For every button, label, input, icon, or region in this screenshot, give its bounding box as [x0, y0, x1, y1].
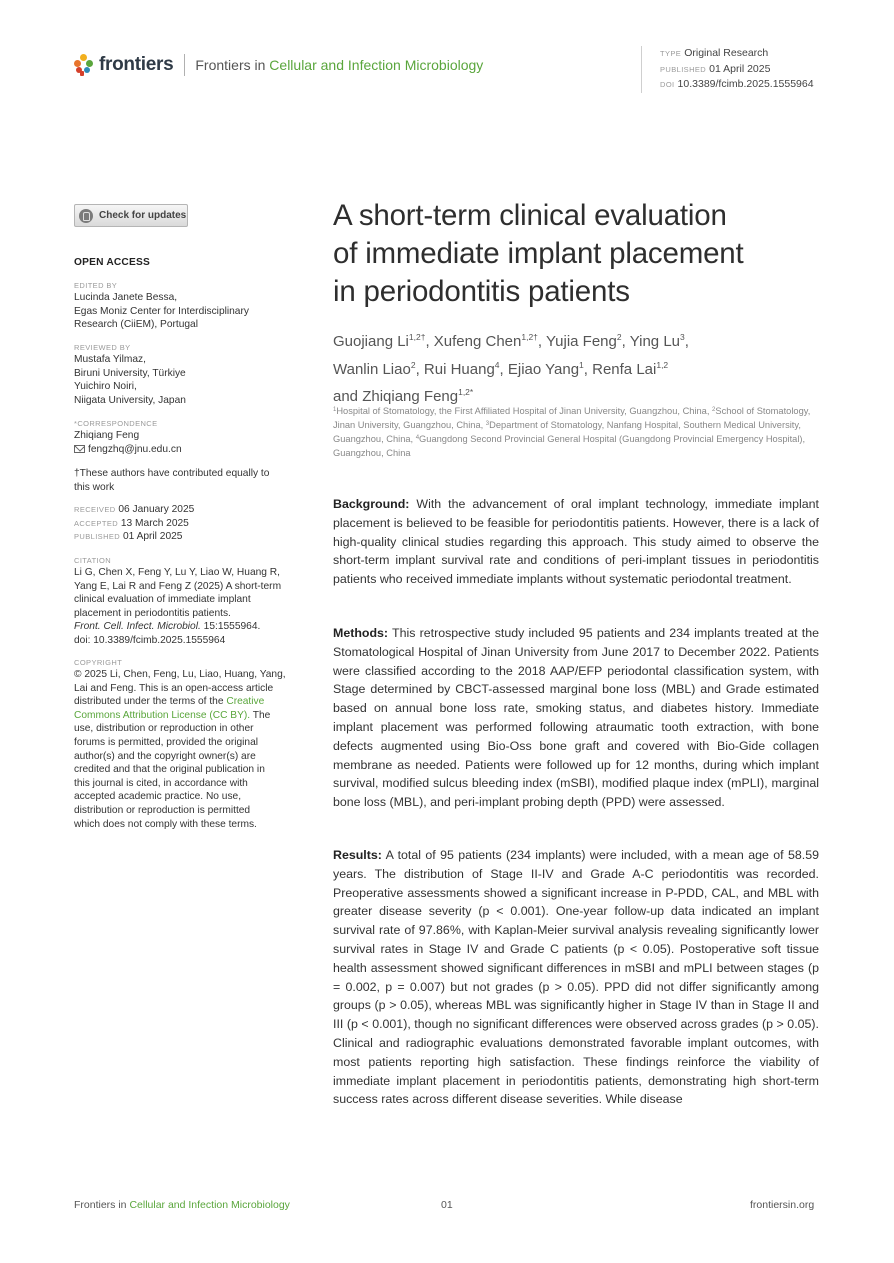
affil-text: Hospital of Stomatology, the First Affiliated Hospital of Jinan University, Guangzhou, China, [336, 406, 713, 416]
dates-section [74, 503, 294, 544]
meta-doi[interactable] [660, 77, 814, 93]
author-affil-sup: 2 [616, 332, 622, 342]
received-value: 06 January 2025 [118, 504, 195, 515]
correspondence-section [74, 418, 294, 456]
meta-doi-label: DOI [660, 80, 675, 89]
equal-note-line: this work [74, 481, 115, 493]
abstract-background [333, 495, 819, 589]
correspondence-name: Zhiqiang Feng [74, 430, 140, 441]
page-number: 01 [441, 1199, 453, 1211]
author-affil-sup: 2 [410, 359, 416, 370]
author-name[interactable]: and Zhiqiang Feng [333, 388, 459, 405]
author-line [333, 326, 823, 354]
reviewed-by-label: REVIEWED BY [74, 343, 131, 352]
affiliations [333, 404, 819, 460]
author-name[interactable]: Wanlin Liao [333, 360, 411, 378]
affil-text: Guangdong Second Provincial General Hospital (Guangdong Provincial Emergency Hospital), Guangzhou, China [333, 434, 806, 458]
author-sep: , [621, 333, 630, 350]
header-divider [184, 54, 185, 76]
citation-journal: Front. Cell. Infect. Microbiol. [74, 621, 201, 633]
author-name[interactable]: Yujia Feng [545, 333, 617, 350]
author-affil-sup: 1 [579, 359, 584, 370]
affil-sup: 4 [415, 435, 420, 442]
abstract-results [333, 846, 819, 1109]
meta-published-label: PUBLISHED [660, 64, 707, 74]
accepted-label: ACCEPTED [74, 518, 119, 528]
copyright-line: accepted academic practice. No use, [74, 791, 242, 803]
author-sep: , [684, 333, 689, 350]
author-affil-sup: 1,2 [656, 359, 669, 370]
footer-site-link[interactable]: frontiersin.org [750, 1199, 815, 1211]
meta-doi-value[interactable]: 10.3389/fcimb.2025.1555964 [677, 78, 814, 90]
author-sep: , [499, 360, 508, 378]
citation-line: clinical evaluation of immediate implant [74, 594, 251, 606]
edited-by-section [74, 280, 294, 332]
editor-line: Lucinda Janete Bessa, [74, 292, 178, 303]
affil-text: Department of Stomatology, Nanfang Hospital, Southern Medical University, Guangzhou, China, [333, 420, 801, 445]
affil-sup: 3 [485, 421, 490, 428]
published-value: 01 April 2025 [122, 531, 183, 543]
author-sep: , [415, 360, 424, 378]
received-label: RECEIVED [74, 505, 116, 514]
author-affil-sup: 1,2* [458, 387, 474, 397]
citation-label: CITATION [74, 556, 112, 565]
author-name[interactable]: Xufeng Chen [433, 333, 522, 350]
copyright-line: use, distribution or reproduction in other [74, 723, 254, 735]
reviewer-line: Yuichiro Noiri, [74, 381, 137, 393]
title-line: A short-term clinical evaluation [333, 199, 727, 232]
copyright-line: this journal is cited, in accordance with [74, 777, 248, 789]
abstract-methods-heading: Methods: [333, 626, 389, 640]
meta-published [660, 62, 814, 78]
published-label: PUBLISHED [74, 532, 121, 542]
copyright-prefix: distributed under the terms of the [74, 696, 227, 708]
affil-sup: 2 [712, 407, 716, 413]
author-affil-sup: 4 [494, 359, 500, 370]
copyright-section [74, 657, 294, 831]
copyright-suffix: The [250, 709, 271, 721]
title-line: of immediate implant placement [333, 237, 744, 270]
journal-prefix: Frontiers in [195, 57, 266, 73]
cc-license-link[interactable]: Creative [226, 696, 265, 708]
author-name[interactable]: Guojiang Li [333, 333, 409, 350]
author-affil-sup: 3 [680, 332, 685, 342]
author-affil-sup: 1,2† [408, 332, 426, 342]
open-access-label: OPEN ACCESS [74, 257, 150, 268]
copyright-line: author(s) and the copyright owner(s) are [74, 750, 256, 762]
citation-section [74, 555, 294, 648]
cc-license-link[interactable]: Commons Attribution License (CC BY). [74, 709, 251, 721]
correspondence-email[interactable]: fengzhq@jnu.edu.cn [88, 443, 182, 455]
editor-line: Research (CiiEM), Portugal [74, 319, 198, 331]
brand-header [74, 52, 483, 78]
reviewed-by-section [74, 342, 294, 407]
accepted-value: 13 March 2025 [120, 517, 189, 529]
copyright-line: © 2025 Li, Chen, Feng, Lu, Liao, Huang, Yang, [74, 669, 286, 680]
copyright-line: forums is permitted, provided the original [74, 736, 259, 748]
author-name[interactable]: Renfa Lai [592, 360, 657, 378]
author-sep: , [537, 333, 546, 350]
copyright-line: credited and that the original publication in [74, 764, 265, 776]
article-meta [641, 46, 814, 93]
citation-line: Yang E, Lai R and Feng Z (2025) A short-term [74, 580, 282, 592]
copyright-line [74, 695, 294, 709]
copyright-line: Lai and Feng. This is an open-access article [74, 682, 274, 694]
footer-journal-name: Cellular and Infection Microbiology [129, 1199, 290, 1211]
article-title [333, 197, 833, 311]
abstract-results-text: A total of 95 patients (234 implants) were included, with a mean age of 58.59 years. The distribution of Stage II-IV and Grade A-C periodontitis was recorded. Preoperative assessments showed a significant increase in P-PDD, CAL, and MBL with greater disease severity (p < 0.001). One-year follow-up data indicated an implant survival rate of 97.86%, with Kaplan-Meier survival analysis revealing significantly lower survival rates in Stage IV and Grade C patients (p < 0.05). Postoperative soft tissue health assessment showed significant differences in mSBI and mPLI between stages (p = 0.002, p = 0.007) but not grades (p > 0.05). PPD did not differ significantly among groups (p > 0.05), whereas MBL was significantly higher in Stage IV than in Stage II and III (p < 0.001), though no significant differences were observed across grades (p > 0.05). Clinical and radiographic evaluations demonstrated favorable implant outcomes, with most patients reporting high satisfaction. These findings reinforce the viability of immediate implant placement in periodontitis patients, demonstrating high short-term success rates across different disease severities. While disease [333, 848, 819, 1107]
reviewer-line: Mustafa Yilmaz, [74, 354, 146, 365]
citation-line: Li G, Chen X, Feng Y, Lu Y, Liao W, Huang R, [74, 567, 280, 578]
author-name[interactable]: Ying Lu [629, 333, 681, 350]
bookmark-icon [79, 209, 93, 223]
title-line: in periodontitis patients [333, 275, 630, 308]
meta-type [660, 46, 814, 62]
author-affil-sup: 1,2† [521, 332, 538, 342]
equal-contribution-note [74, 467, 294, 494]
reviewer-line: Niigata University, Japan [74, 394, 186, 406]
reviewer-line: Biruni University, Türkiye [74, 367, 186, 379]
frontiers-logo-icon [74, 54, 94, 76]
correspondence-label: *CORRESPONDENCE [74, 419, 158, 428]
author-sep: , [583, 360, 593, 378]
equal-note-line: †These authors have contributed equally to [74, 468, 270, 479]
citation-volume: 15:1555964. [200, 621, 261, 633]
copyright-line: distribution or reproduction is permitted [74, 804, 251, 816]
journal-name: Cellular and Infection Microbiology [269, 57, 484, 73]
check-for-updates-label: Check for updates [99, 210, 187, 221]
check-for-updates-button[interactable] [74, 204, 188, 227]
footer-journal-prefix: Frontiers in [74, 1199, 127, 1211]
copyright-line: which does not comply with these terms. [74, 818, 257, 830]
accepted-row [74, 517, 294, 531]
editor-line: Egas Moniz Center for Interdisciplinary [74, 305, 249, 317]
citation-doi[interactable]: doi: 10.3389/fcimb.2025.1555964 [74, 634, 226, 646]
affil-text: School of Stomatology, Jinan University, Guangzhou, China, [333, 406, 811, 431]
copyright-line [74, 709, 294, 723]
edited-by-label: EDITED BY [74, 281, 118, 290]
published-row [74, 530, 294, 544]
abstract-results-heading: Results: [333, 848, 382, 862]
citation-journal-line [74, 620, 294, 634]
received-row [74, 503, 294, 517]
correspondence-email-row[interactable] [74, 443, 294, 457]
affil-sup: 1 [333, 407, 337, 413]
mail-icon [74, 445, 85, 453]
author-line [333, 354, 823, 382]
author-name[interactable]: Ejiao Yang [507, 360, 580, 378]
author-list [333, 326, 823, 409]
meta-type-value: Original Research [684, 47, 769, 59]
author-name[interactable]: Rui Huang [423, 360, 495, 378]
abstract-methods-text: This retrospective study included 95 patients and 234 implants treated at the Stomatological Hospital of Jinan University from June 2017 to December 2022. Patients were classified according to the 2018 AAP/EFP periodontal classification system, with Stage determined by CBCT-assessed marginal bone loss (MBL) and Grade estimated based on annual bone loss rate, smoking status, and diabetes history. Immediate implant placement was performed following atraumatic tooth extraction, with bone defects augmented using Bio-Oss bone graft and covered with Bio-Gide collagen membrane as needed. Patients were followed up for 12 months, during which implant survival, modified sulcus bleeding index (mSBI), modified plaque index (mPLI), marginal bone loss (MBL), and peri-implant probing depth (PPD) were assessed. [333, 626, 819, 810]
journal-title[interactable] [195, 57, 483, 73]
citation-line: placement in periodontitis patients. [74, 607, 231, 619]
footer-journal[interactable] [74, 1199, 290, 1211]
author-sep: , [425, 333, 434, 350]
abstract-methods [333, 624, 819, 812]
abstract-background-heading: Background: [333, 497, 410, 511]
meta-published-value: 01 April 2025 [709, 62, 771, 75]
abstract-background-text: With the advancement of oral implant technology, immediate implant placement is believed to be feasible for periodontitis patients. However, there is a lack of high-quality clinical studies regarding this approach. This study aimed to observe the short-term implant survival rate and conditions of peri-implant tissues in periodontitis patients who received immediate implants without systematic periodontal treatment. [333, 497, 819, 587]
meta-type-label: TYPE [660, 49, 682, 58]
copyright-label: COPYRIGHT [74, 658, 123, 667]
frontiers-logo-text[interactable]: frontiers [99, 54, 174, 75]
